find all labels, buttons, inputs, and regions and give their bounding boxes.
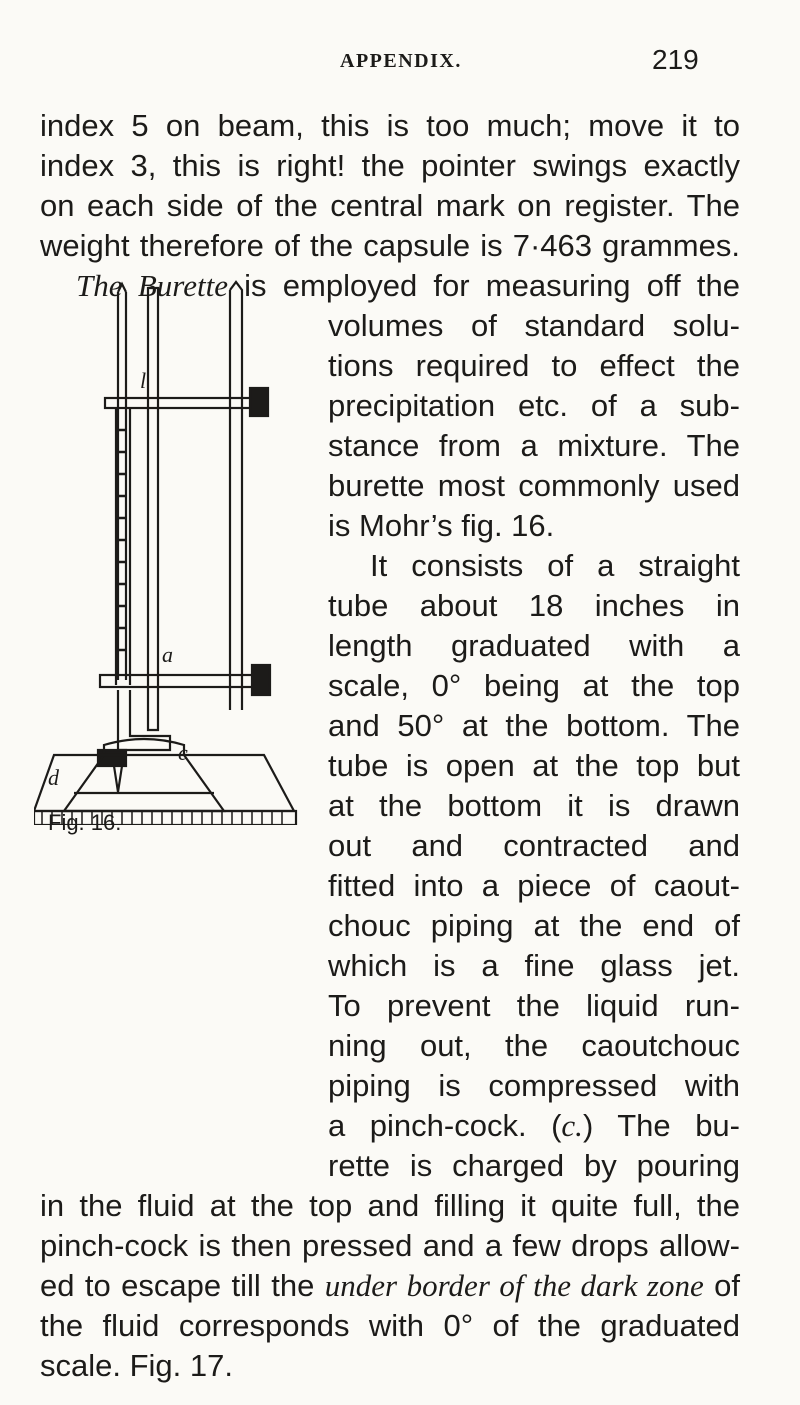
text-line: on each side of the central mark on register. The	[40, 188, 740, 223]
text-line: a pinch-cock. (c.) The bu-	[328, 1108, 740, 1143]
base-platform	[34, 755, 294, 811]
base-plinth	[34, 811, 296, 825]
text-line: pinch-cock is then pressed and a few drops allow-	[40, 1228, 740, 1263]
text-line: volumes of standard solu-	[328, 308, 740, 343]
figure-caption: Fig. 16.	[48, 810, 122, 835]
upper-clamp-screw	[250, 388, 268, 416]
burette-tube	[118, 292, 126, 680]
text-line: tube about 18 inches in	[328, 588, 740, 623]
second-tube	[230, 282, 242, 710]
figure-label-l: l	[140, 368, 147, 393]
text-line: piping is compressed with	[328, 1068, 740, 1103]
text-line: length graduated with a	[328, 628, 740, 663]
text-line: the fluid corresponds with 0° of the graduated	[40, 1308, 740, 1343]
italic-term: under border of the dark zone	[324, 1268, 704, 1303]
page-number: 219	[652, 44, 699, 75]
figure-label-d: d	[48, 765, 59, 790]
text-line: and 50° at the bottom. The	[328, 708, 740, 743]
text-line: tube is open at the top but	[328, 748, 740, 783]
figure-label-a: a	[162, 642, 173, 667]
text-line: is Mohr’s fig. 16.	[328, 508, 555, 543]
text-line: scale. Fig. 17.	[40, 1348, 233, 1383]
text-line: tions required to effect the	[328, 348, 740, 383]
upper-clamp	[105, 398, 255, 408]
italic-term: The Burette	[76, 268, 228, 303]
text-line: scale, 0° being at the top	[328, 668, 740, 703]
text-line: stance from a mixture. The	[328, 428, 740, 463]
text-line: burette most commonly used	[328, 468, 740, 503]
lower-clamp-screw	[252, 665, 270, 695]
text-line: It consists of a straight	[370, 548, 740, 583]
text-line: index 5 on beam, this is too much; move it to	[40, 108, 740, 143]
text-line: weight therefore of the capsule is 7·463 grammes.	[40, 228, 740, 263]
text-line: ning out, the caoutchouc	[328, 1028, 740, 1063]
italic-term: c.	[561, 1108, 583, 1143]
text-line: at the bottom it is drawn	[328, 788, 740, 823]
text-line: precipitation etc. of a sub-	[328, 388, 740, 423]
text-line: fitted into a piece of caout-	[328, 868, 740, 903]
text-line: chouc piping at the end of	[328, 908, 740, 943]
running-title: APPENDIX.	[340, 50, 462, 72]
stand-rod	[148, 288, 158, 730]
burette-top	[118, 284, 126, 292]
beaker-and-base	[34, 715, 324, 825]
text-line: To prevent the liquid run-	[328, 988, 740, 1023]
page-header	[0, 42, 800, 92]
text-line: which is a fine glass jet.	[328, 948, 740, 983]
text-line: in the fluid at the top and filling it quite full, the	[40, 1188, 740, 1223]
beaker	[64, 739, 224, 811]
text-line: index 3, this is right! the pointer swings exactly	[40, 148, 740, 183]
lower-clamp	[100, 675, 260, 687]
text-line: The Burette is employed for measuring off the	[76, 268, 740, 303]
text-line: rette is charged by pouring	[328, 1148, 740, 1183]
text-line: ed to escape till the under border of the dark zone of	[40, 1268, 741, 1303]
text-line: out and contracted and	[328, 828, 740, 863]
plinth-hatching	[42, 812, 282, 824]
figure-label-c: c	[178, 740, 188, 765]
